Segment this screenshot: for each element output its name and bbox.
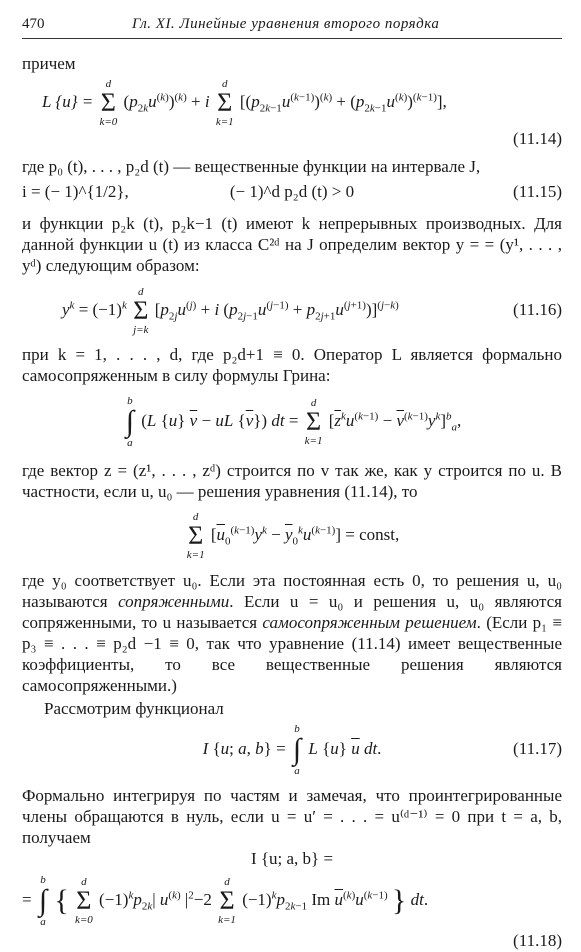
equation-number-11-17: (11.17): [513, 739, 562, 758]
equation-11-18-lhs: I {u; a, b} =: [250, 849, 334, 868]
equation-11-15: [22, 177, 562, 207]
equation-11-17: I {u; a, b} = b ∫ a L {u} $\overline{u}$ dt. (11.17): [22, 719, 562, 779]
equation-number-11-18: (11.18): [513, 931, 562, 950]
equation-11-16: $y^k = (-1)^k$ d Σ j=k [$p_{2j}u^{(j)} + i$ $(p_{2j-1}u^{(j-1)} + p_{2j+1}u^{(j+1)})]^{(j-k)}$ (11.16): [22, 282, 562, 338]
equation-11-14: L {u} = d Σ k=0 $(p_{2k}u^{(k)})^{(k)} + i$ d Σ k=1 $[(p_{2k-1}u^{(k-1)})^{(k)} + (p_{2k-1}u^{(k)})^{(k-1)}]$,: [42, 78, 447, 129]
eq-11-14-lhs: L {u} =: [42, 92, 94, 111]
paragraph-vector-z: где вектор z = (z¹, . . . , zᵈ) строится по v так же, как y строится по u. В частности, если u, u₀ — решения уравнения (11.14), то: [22, 461, 562, 501]
paragraph-integration-by-parts: Формально интегрируя по частям и замечая, что проинтегрированные члены обращаются в нуль, если u = u′ = . . . = u⁽ᵈ⁻¹⁾ = 0 при t = a, b, получаем: [22, 786, 562, 847]
eq-11-15-body: (− 1)^d p₂d (t) > 0: [229, 182, 355, 201]
page-header: [22, 12, 562, 39]
book-page: [22, 12, 562, 952]
running-title: Гл. XI. Линейные уравнения второго порядка: [132, 16, 440, 32]
paragraph-where-functions: где p₀ (t), . . . , p₂d (t) — вещественные функции на интервале J,: [22, 157, 481, 176]
equation-number-11-14: (11.14): [513, 129, 562, 148]
equation-number-11-15: (11.15): [513, 182, 562, 201]
equation-constant: d Σ k=1 $[\overline{u}_0^{(k-1)}y^k - \overline{y}_0^ku^{(k-1)}]$ = const,: [186, 511, 400, 562]
paragraph-intro: причем: [22, 54, 76, 73]
equation-number-11-16: (11.16): [513, 300, 562, 319]
paragraph-adjoint-solutions: где y₀ соответствует u₀. Если эта постоянная есть 0, то решения u, u₀ называются сопряженными. Если u = u₀ и решения u, u₀ являются сопряженными, то u называется самосопряженным решением. (Если p₁ ≡ p₃ ≡ . . . ≡ p₂d −1 ≡ 0, так что уравнение (11.14) имеет вещественные коэффициенты, то все вещественные решения являются самосопряженными.): [22, 571, 563, 695]
term-adjoint: сопряженными: [118, 592, 230, 611]
imaginary-unit-definition: i = (− 1)^{1/2},: [22, 182, 129, 201]
term-self-adjoint-solution: самосопряженным решением: [262, 613, 477, 632]
equation-11-18: = b ∫ a { d Σ k=0 $(-1)^kp_{2k}|$ $u^{(k)}$ $|^2-2$ d Σ k=1 $(-1)^kp_{2k-1}$ Im $\overline{u}^{(k)}u^{(k-1)}$ } dt.: [22, 874, 429, 929]
paragraph-vector-definition: и функции p₂k (t), p₂k−1 (t) имеют k непрерывных производных. Для данной функции u (t) из класса C²ᵈ на J определим вектор y = = (y¹, . . . , yᵈ) следующим образом:: [22, 214, 562, 275]
equation-green-formula: b ∫ a (L {u} $\overline{v}$ − uL $\{\overline{v}\}$) dt = d Σ k=1 $[\overline{z}^ku^{(k-1)} - \overline{v}^{(k-1)}y^k]^b_a$,: [125, 395, 462, 450]
paragraph-self-adjoint: при k = 1, . . . , d, где p₂d+1 ≡ 0. Оператор L является формально самосопряженным в силу формулы Грина:: [22, 345, 562, 385]
page-number: 470: [22, 16, 45, 32]
paragraph-functional: Рассмотрим функционал: [44, 699, 224, 718]
